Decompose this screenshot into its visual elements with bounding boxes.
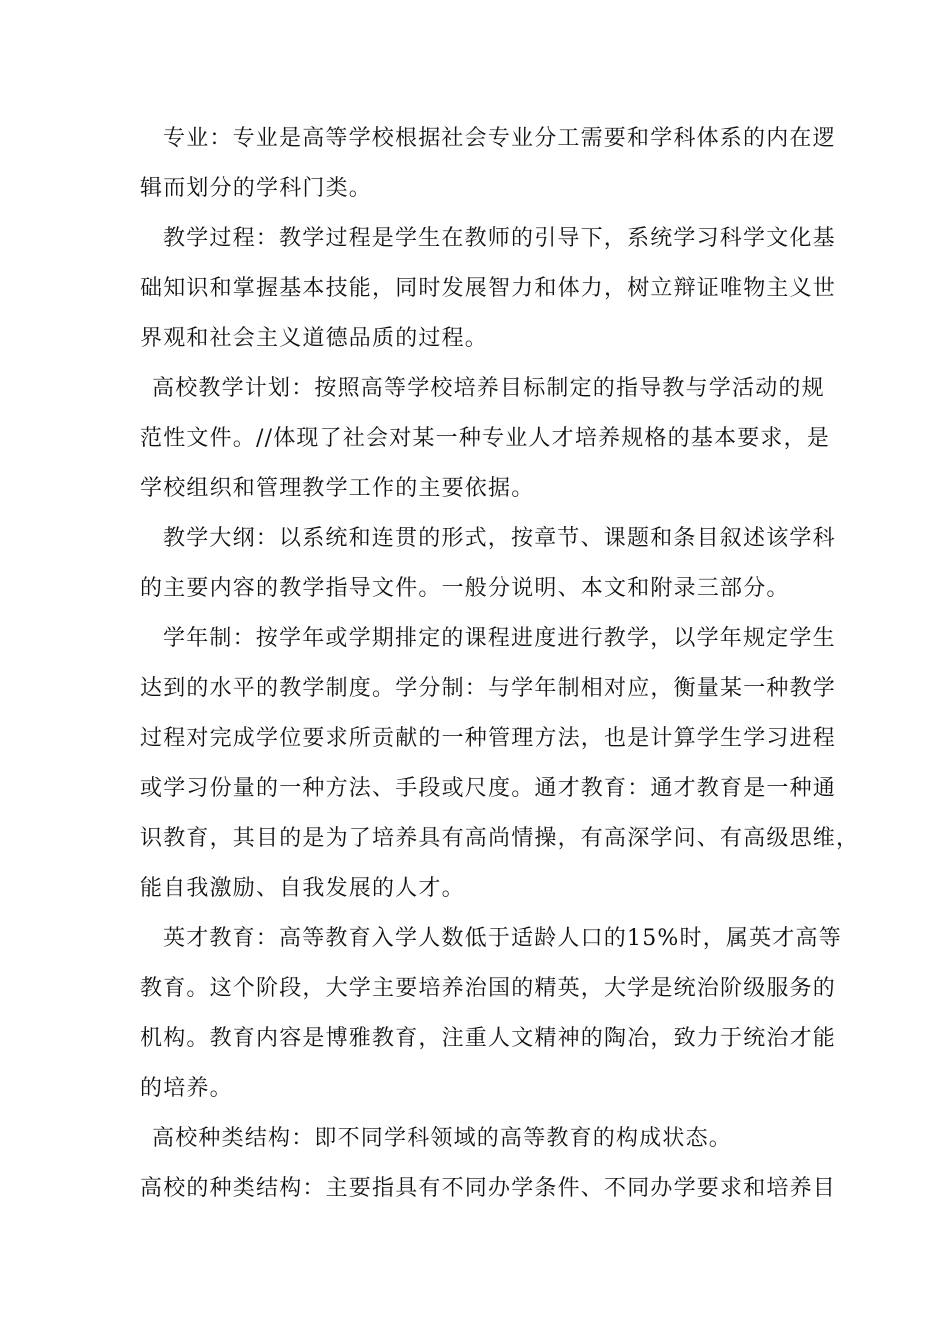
text-line: 教学过程：教学过程是学生在教师的引导下，系统学习科学文化基 <box>163 226 836 251</box>
text-line: 的主要内容的教学指导文件。一般分说明、本文和附录三部分。 <box>140 576 790 601</box>
text-line: 能自我激励、自我发展的人才。 <box>140 876 465 901</box>
text-line: 的培养。 <box>140 1076 233 1101</box>
text-line: 英才教育：高等教育入学人数低于适龄人口的15%时，属英才高等 <box>163 926 842 951</box>
text-line: 范性文件。//体现了社会对某一种专业人才培养规格的基本要求，是 <box>140 426 831 451</box>
text-line: 学年制：按学年或学期排定的课程进度进行教学，以学年规定学生 <box>163 626 836 651</box>
text-line: 或学习份量的一种方法、手段或尺度。通才教育：通才教育是一种通 <box>140 776 837 801</box>
text-line: 高校教学计划：按照高等学校培养目标制定的指导教与学活动的规 <box>152 376 825 401</box>
text-line: 教学大纲：以系统和连贯的形式，按章节、课题和条目叙述该学科 <box>163 526 836 551</box>
text-line: 过程对完成学位要求所贡献的一种管理方法，也是计算学生学习进程 <box>140 726 837 751</box>
text-line: 辑而划分的学科门类。 <box>140 176 373 201</box>
text-line: 教育。这个阶段，大学主要培养治国的精英，大学是统治阶级服务的 <box>140 976 837 1001</box>
text-line: 学校组织和管理教学工作的主要依据。 <box>140 476 535 501</box>
text-line: 高校的种类结构：主要指具有不同办学条件、不同办学要求和培养目 <box>140 1176 837 1201</box>
text-line: 机构。教育内容是博雅教育，注重人文精神的陶冶，致力于统治才能 <box>140 1026 837 1051</box>
text-line: 达到的水平的教学制度。学分制：与学年制相对应，衡量某一种教学 <box>140 676 837 701</box>
text-line: 础知识和掌握基本技能，同时发展智力和体力，树立辩证唯物主义世 <box>140 276 837 301</box>
text-line: 界观和社会主义道德品质的过程。 <box>140 326 489 351</box>
text-line: 识教育，其目的是为了培养具有高尚情操，有高深学问、有高级思维， <box>140 826 860 851</box>
text-line: 专业：专业是高等学校根据社会专业分工需要和学科体系的内在逻 <box>163 126 836 151</box>
text-line: 高校种类结构：即不同学科领域的高等教育的构成状态。 <box>152 1126 733 1151</box>
